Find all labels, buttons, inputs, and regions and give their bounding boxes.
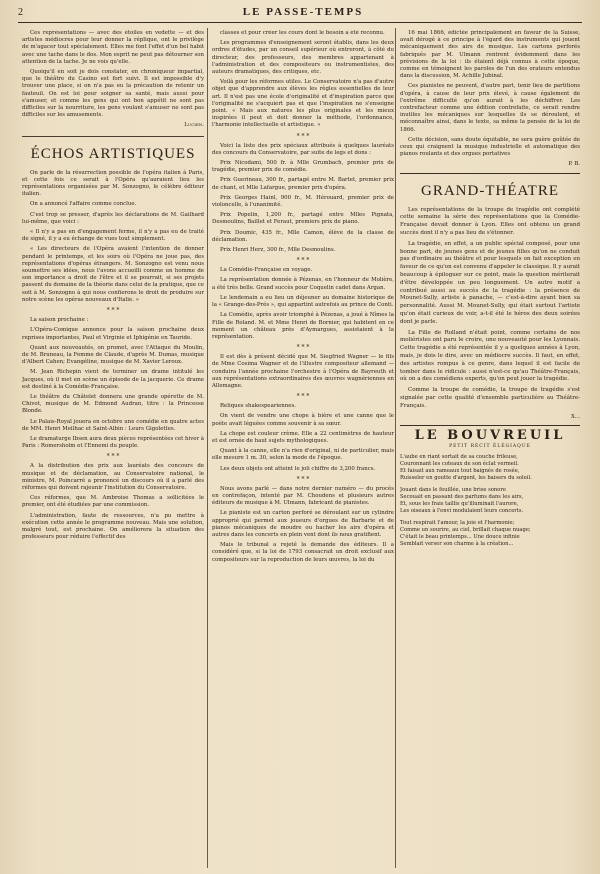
poem-line: Jouant dans le feuillée, une brise sonore [400,487,506,494]
poem-line: Les oiseaux à l'envi modulaient leurs concerts. [400,508,524,515]
paragraph: Prix Henri Herz, 300 fr., Mlle Desmoulins. [220,247,336,254]
header-divider [18,22,582,23]
paragraph: On a annoncé l'affaire comme conclue. [30,201,137,208]
paragraph: Le pianiste est un carton perforé se déroulant sur un cylindre approprié qui permet aux joueurs d'orgues de Barbarie et de pianos mécaniques de moudre ou hacher les airs d'opéra et autres dans les concerts en plein vent dont ils nous gratifient. [212,510,394,538]
paragraph: Cette décision, sans doute équitable, ne sera guère goûtée de ceux qui craignent la musique industrielle et automatique des pianos roulants et des orgues portatives [400,136,580,158]
paragraph: « Les directeurs de l'Opéra avaient l'intention de donner pendant le printemps, et les soirs où l'Opéra ne joue pas, des représentations d'opéras étrangers. M. Sonzogno est venu nous soumettre ses idées, nous l'avons accueilli comme un homme de son importance a droit de l'être et il se pourrait, si ses projets passent du domaine de la théorie dans celui de la pratique, que ce soit à M. Sonzogno à qui nous confierons le droit de produire sur notre scène les opéras nouveaux d'Italie. » [22,246,204,303]
paragraph: C'est trop se presser, d'après les déclarations de M. Gailhard lui-même, que voici : [22,211,204,225]
paragraph: Quant aux nouveautés, on promet, avec l'Attaque du Moulin, de M. Bruneau, la Femme de Claude, d'après M. Dumas, musique d'Albert Cahen; Evangéline, musique de M. Xavier Leroux. [22,344,204,366]
paragraph: 16 mai 1866, édictée principalement en faveur de la Suisse, avait dérogé à ce principe à l'égard des instruments qui jouent mécaniquement des airs de musique. Les cartons perforés fabriqués par M. Ulmann rentrent évidemment dans les prévisions de la loi : ils étaient déjà connus à cette époque, comme en témoignent les paroles de l'un des orateurs entendus dans la discussion, M. Achille Jubinal. [400,30,580,80]
paragraph: On parle de la résurrection possible de l'opéra italien à Paris, et cette fois ce serait à l'Opéra qu'auraient lieu les représentations organisées par M. Sonzogno, le célèbre éditeur italien. [22,169,204,198]
paragraph: « Il n'y a pas en d'engagement ferme, il n'y a pas eu de traité de signé, il y a eu échange de vues tout simplement. [22,229,204,243]
paragraph: Prix Doumic, 435 fr., Mlle Camon, élève de la classe de déclamation. [212,229,394,243]
paragraph: Les représentations de la troupe de tragédie ont complété cette semaine la série des représentations que la Comédie-Française devait donner à Lyon. Elles ont obtenu un grand succès dont il n'y a pas lieu de s'étonner. [400,206,580,237]
paragraph: Quant à la canne, elle n'a rien d'original, ni de particulier, mais elle mesure 1 m. 30, selon la mode de l'époque. [212,448,394,462]
page-header [18,4,582,20]
paragraph: Ces pianistes ne peuvent, d'autre part, tenir lieu de partitions d'opéra, à cause de leur prix élevé, à cause également de l'extrême difficulté qu'on aurait à les déchiffrer. Les contrefacteur comme une édition contrefaite, ce serait rendre inutiles les mécaniques sur lesquelles ils se déroulent, et méconnaître ainsi, dans le texte, sa même la pensée de la loi de 1866. [400,83,580,133]
asterism: * * * [296,393,310,401]
paragraph: La saison prochaine : [30,317,89,324]
column-2 [212,30,394,866]
asterism: * * * [296,475,310,483]
paragraph: On vient de vendre une chope à bière et une canne que le poète avait léguées comme souvenir à sa sœur. [212,413,394,427]
paragraph: Le Palais-Royal jouera en octobre une comédie en quatre actes de MM. Henri Meilhac et Saint-Albin : Leurs Gigolettes. [22,418,204,432]
poem [400,454,580,548]
paragraph: Le théâtre du Châtelet donnera une grande opérette de M. Chivot, musique de M. Edmond Audran, titre : la Princesse Blonde. [22,393,204,415]
poem-line: C'était le beau printemps... Une douce infinie [400,534,520,541]
paragraph: Il est dès à présent décidé que M. Siegfried Wagner — le fils de Mme Cosima Wagner et de l'illustre compositeur allemand — conduira l'année prochaine l'orchestre à l'Opéra de Bayreuth et aux représentations extraordinaires des œuvres wagnériennes en Allemagne. [212,354,394,389]
signature: P. B. [568,161,580,168]
asterism: * * * [106,453,120,461]
publication-title: LE PASSE-TEMPS [242,6,364,18]
column-divider [395,28,396,868]
asterism: * * * [296,344,310,352]
poem-line: Secouait en passant des parfums dans les airs, [400,494,524,501]
paragraph: Prix Nicodami, 500 fr. à Mlle Grumbach, premier prix de tragédie, premier prix de comédie. [212,160,394,174]
column-divider [207,28,208,868]
asterism: * * * [296,132,310,140]
poem-line: Et, sous les frais taillis qu'illuminait l'aurore, [400,501,519,508]
paragraph: Comme la troupe de comédie, la troupe de tragédie s'est signalée par cette qualité d'ensemble particulière au Théâtre-Français. [400,387,580,409]
poem-subtitle: PETIT RÉCIT ÉLÉGIAQUE [449,443,531,449]
paragraph: La Fille de Rolland n'était point, comme certains de nos moliéristes ont paru le croire, une nouveauté pour les Lyonnais. Cette tragédie a été représentée il y a quelques années à Lyon, mais, je dois le dire, avec un médiocre succès. Il faut, en effet, des artistes rompus à ce genre, dans lequel il est facile de tomber dans le ridicule : aussi n'est-ce qu'au Théâtre-Français, où on a des comédiens experts, qu'on peut jouer la tragédie. [400,329,580,383]
divider [400,425,580,426]
paragraph: L'administration, faute de ressources, n'a pu mettre à exécution cette année le programme nouveau. Mais une solution, malgré tout, est prochaine. On améliorera la situation des professeurs pour réduire l'effectif des [22,512,204,541]
paragraph: Voilà pour les réformes utiles. Le Conservatoire n'a pas d'autre objet que d'apprendre aux élèves les règles essentielles de leur art. Il n'est pas une école d'originalité et d'inspiration parce que l'originalité ne s'acquiert pas et que l'inspiration ne s'enseigne point. « Mais aux natures les plus originales et les mieux inspirées il peut et doit donner la méthode, l'ordonnance, l'harmonie intellectuelle et artistique. » [212,79,394,129]
paragraph: Le lendemain a eu lieu un déjeuner au domaine historique de la « Grange-des-Prés », qui appartint autrefois au prince de Conti. [212,294,394,309]
paragraph: La représentation donnée à Pézenas, en l'honneur de Molière, a été très belle. Grand succès pour Coquelin cadet dans Argan. [212,277,394,291]
paragraph: Nous avons parlé — dans notre dernier numéro — du procès en contrefaçon, intenté par M. Choudens et plusieurs autres éditeurs de musique à M. Ulmann, fabricant de pianistes. [212,485,394,507]
poem-line: Tout respirait l'amour, la joie et l'harmonie; [400,520,515,527]
poem-line: Semblait verser son charme à la création... [400,541,514,548]
poem-line: Comme un sourire, au ciel, brillait chaque nuage; [400,527,531,534]
poem-line: Et faisait aux rameaux tout baignés de rosée, [400,468,520,475]
asterism: * * * [106,307,120,315]
paragraph: La tragédie, en effet, a un public spécial composé, pour une bonne part, de jeunes gens et de jeunes filles qu'on ne conduit pas d'ordinaire au théâtre et pour lesquels on fait exception en faveur de ce qu'on est convenu d'appeler le classique. Il y aurait beaucoup à épiloguer sur ce point, mais la question mériterait d'être développée un peu longuement. Un autre motif a contribué aussi au succès de la tragédie : la présence de Mounet-Sully, artiste à panache, — c'est-à-dire ayant bien sa personnalité. Aussi M. Mounet-Sully, qui était surtout l'artiste qu'on était curieux de voir, a-t-il été le héros des deux soirées dont je parle. [400,240,580,325]
paragraph: L'Opéra-Comique annonce pour la saison prochaine deux reprises importantes, Paul et Virginie et Iphigénie en Tauride. [22,327,204,341]
paragraph: La Comédie, après avoir triomphé à Pézenas, a joué à Nîmes la Fille de Roland. M. et Mme Henri de Bornier, qui habitent en ce moment un château près d'Aymargues, assistaient à la représentation. [212,312,394,340]
paragraph: Ces réformes, que M. Ambroise Thomas a sollicitées le premier, ont été étudiées par une commission. [22,495,204,509]
column-1 [22,30,204,866]
paragraph: Prix Guerineau, 300 fr., partagé entre M. Bartet, premier prix de chant, et Mlle Lafargue, premier prix d'opéra. [212,177,394,191]
section-title-echos: ÉCHOS ARTISTIQUES [30,145,196,162]
paragraph: Prix Georges Hainl, 900 fr., M. Hérouard, premier prix de violoncelle, à l'unanimité. [212,194,394,209]
paragraph: M. Jean Richepin vient de terminer un drame intitulé les Jacques, où il met en scène un épisode de la jacquerie. Ce drame est destiné à la Comédie-Française. [22,369,204,390]
page-number: 2 [18,6,24,18]
signature: X... [571,413,580,420]
paragraph: A la distribution des prix aux lauréats des concours de musique et de déclamation, au Conservatoire national, le ministre, M. Poincarré a prononcé un discours où il a parlé des réformes qui doivent rajeunir l'institution du Conservatoire. [22,463,204,491]
poem-line: L'aube en riant sortait de sa couche frileuse, [400,454,518,461]
paragraph: Mais le tribunal a rejeté la demande des éditeurs. Il a considéré que, si la loi de 1793 consacrait un droit exclusif aux compositeurs sur la reproduction de leurs œuvres, la loi du [212,542,394,563]
paragraph: Voici la liste des prix spéciaux attribués à quelques lauréats des concours du Conservatoire, par suite de legs et dons : [212,142,394,156]
paragraph: Prix Popelin, 1,200 fr., partagé entre Mlles Pignata, Desmoulins, Baillet et Feraut, premiers prix de piano. [212,212,394,226]
divider [400,173,580,174]
paragraph: La chope est couleur crème. Elle a 22 centimètres de hauteur et est ornée de haut sujets mythologiques. [212,430,394,444]
theatre-article [400,207,580,411]
asterism: * * * [296,257,310,265]
column-3 [400,30,580,866]
signature: Lucien. [184,122,204,129]
paragraph: Les deux objets ont atteint le joli chiffre de 3,200 francs. [220,465,376,472]
poem-line: Couronnant les coteaux de son éclat vermeil. [400,461,519,468]
paragraph: Le dramaturge Ibsen aura deux pièces représentées cet hiver à Paris : Romersholm et l'Ennemi du peuple. [22,435,204,450]
paragraph: Ces représentations — avec des étoiles en vedette — et des artistes médiocres pour leur donner la réplique, ont le privilège de m'agacer tout spécialement. Elles me font l'effet d'un bel habit avec une tache dans le dos. Mon esprit ne peut pas détourner son attention de la tache. Je ne vois qu'elle. [22,30,204,65]
poem-title: LE BOUVREUIL [414,427,566,443]
paragraph: Reliques shakespeariennes. [220,403,296,410]
paragraph: Les programmes d'enseignement seront établis, dans les deux ordres d'études, par un conseil supérieur où entreront, à côté du directeur, des professeurs, des membres appartenant à l'administration et des compositeurs ou instrumentistes, des auteurs dramatiques, des critiques, etc. [212,40,394,76]
paragraph: classes et pour créer les cours dont le besoin a été reconnu. [220,30,385,36]
divider [22,136,204,137]
paragraph: La Comédie-Française en voyage. [220,267,313,274]
paragraph: Quoiqu'il en soit je dois constater, en chroniqueur impartial, que le théâtre du Casino est fort suivi. Il est impossible d'y trouver une place, si on n'a pas eu la précaution de retenir un fauteuil. On est loi pour soigner sa santé, mais aussi pour s'amuser, et comme les gens qui ont bon appétit ne sont pas difficiles sur la nourriture, les gens voulant s'amuser ne sont pas difficiles sur les amusements. [22,69,204,119]
poem-line: Ruisseler en goutte d'argent, les baisers du soleil. [400,475,532,482]
section-title-grand-theatre: GRAND-THÉATRE [421,182,559,199]
